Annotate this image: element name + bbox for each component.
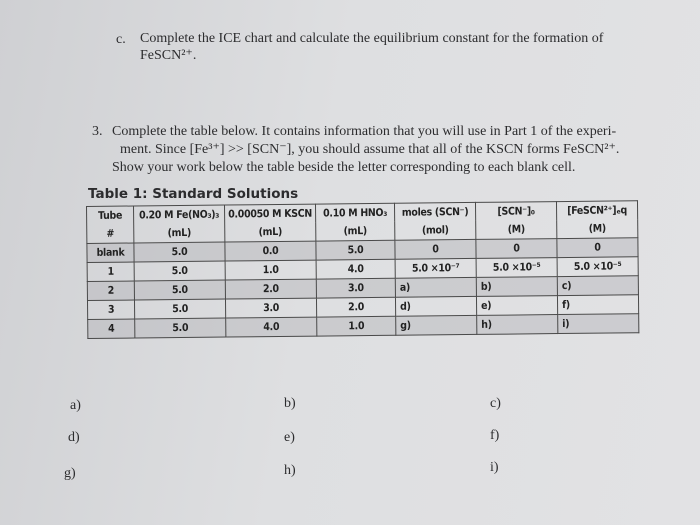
cell-scn-conc: e)	[476, 296, 557, 316]
question-3-line-2: ment. Since [Fe³⁺] >> [SCN⁻], you should assume that all of the KSCN forms FeSCN²⁺.	[120, 142, 620, 157]
cell-tube: 4	[88, 319, 135, 338]
question-3-line-3: Show your work below the table beside the letter corresponding to each blank cell.	[112, 160, 576, 175]
answer-label-a: a)	[70, 398, 81, 413]
cell-fescn-conc: 0	[557, 238, 638, 258]
cell-kscn: 3.0	[225, 298, 316, 318]
header-scn-conc-unit: (M)	[476, 220, 557, 239]
header-fescn-conc-unit: (M)	[557, 219, 638, 238]
cell-fe-no3: 5.0	[134, 299, 225, 319]
cell-moles-scn: 5.0 ×10⁻⁷	[395, 258, 476, 278]
cell-tube: 2	[87, 281, 134, 300]
cell-kscn: 1.0	[225, 260, 316, 280]
cell-fe-no3: 5.0	[134, 261, 225, 281]
header-hno3-unit: (mL)	[316, 222, 395, 241]
cell-hno3: 4.0	[316, 259, 395, 279]
cell-tube: 3	[87, 300, 134, 319]
answer-label-i: i)	[490, 460, 499, 475]
cell-tube: blank	[87, 243, 134, 262]
question-3-line-1: Complete the table below. It contains information that you will use in Part 1 of the experi-	[112, 124, 617, 139]
cell-hno3: 5.0	[316, 240, 395, 260]
header-kscn-unit: (mL)	[225, 223, 316, 242]
cell-kscn: 0.0	[225, 241, 316, 261]
cell-scn-conc: h)	[477, 315, 558, 335]
cell-fescn-conc: i)	[558, 314, 639, 334]
answer-label-b: b)	[284, 396, 296, 411]
answer-label-c: c)	[490, 396, 501, 411]
question-3-instructions	[112, 123, 672, 177]
cell-scn-conc: b)	[476, 277, 557, 297]
header-fe-no3: 0.20 M Fe(NO₃)₃	[134, 205, 225, 224]
cell-fe-no3: 5.0	[134, 242, 225, 262]
cell-moles-scn: g)	[396, 315, 477, 335]
header-tube: Tube	[87, 206, 134, 225]
cell-moles-scn: 0	[395, 239, 476, 259]
table-title: Table 1: Standard Solutions	[88, 186, 299, 202]
cell-fescn-conc: f)	[557, 295, 638, 315]
answer-label-d: d)	[68, 430, 80, 445]
header-moles-scn: moles (SCN⁻)	[394, 202, 475, 221]
cell-fe-no3: 5.0	[134, 280, 225, 300]
header-fe-no3-unit: (mL)	[134, 224, 225, 243]
cell-moles-scn: d)	[395, 296, 476, 316]
header-kscn: 0.00050 M KSCN	[224, 204, 315, 223]
header-moles-scn-unit: (mol)	[395, 221, 476, 240]
standard-solutions-table	[86, 200, 639, 339]
part-c-letter: c.	[116, 32, 126, 47]
cell-tube: 1	[87, 262, 134, 281]
cell-hno3: 3.0	[316, 278, 395, 298]
header-fescn-conc: [FeSCN²⁺]ₑq	[556, 201, 637, 220]
cell-kscn: 2.0	[225, 279, 316, 299]
cell-moles-scn: a)	[395, 277, 476, 297]
part-c-instructions	[140, 30, 660, 64]
answer-label-f: f)	[490, 428, 500, 443]
answer-label-e: e)	[284, 430, 295, 445]
answer-label-h: h)	[284, 463, 296, 478]
answer-label-g: g)	[64, 466, 76, 481]
question-3-number: 3.	[92, 124, 103, 139]
header-hno3: 0.10 M HNO₃	[315, 203, 394, 222]
cell-fescn-conc: 5.0 ×10⁻⁵	[557, 257, 638, 277]
header-scn-conc: [SCN⁻]₀	[475, 202, 556, 221]
header-tube-unit: #	[87, 225, 134, 244]
cell-scn-conc: 5.0 ×10⁻⁵	[476, 258, 557, 278]
cell-fe-no3: 5.0	[135, 318, 226, 338]
cell-hno3: 1.0	[317, 316, 396, 336]
cell-kscn: 4.0	[226, 317, 317, 337]
cell-scn-conc: 0	[476, 239, 557, 259]
cell-fescn-conc: c)	[557, 276, 638, 296]
part-c-line-2: FeSCN²⁺.	[140, 48, 197, 63]
part-c-line-1: Complete the ICE chart and calculate the equilibrium constant for the formation of	[140, 31, 604, 46]
cell-hno3: 2.0	[316, 297, 395, 317]
